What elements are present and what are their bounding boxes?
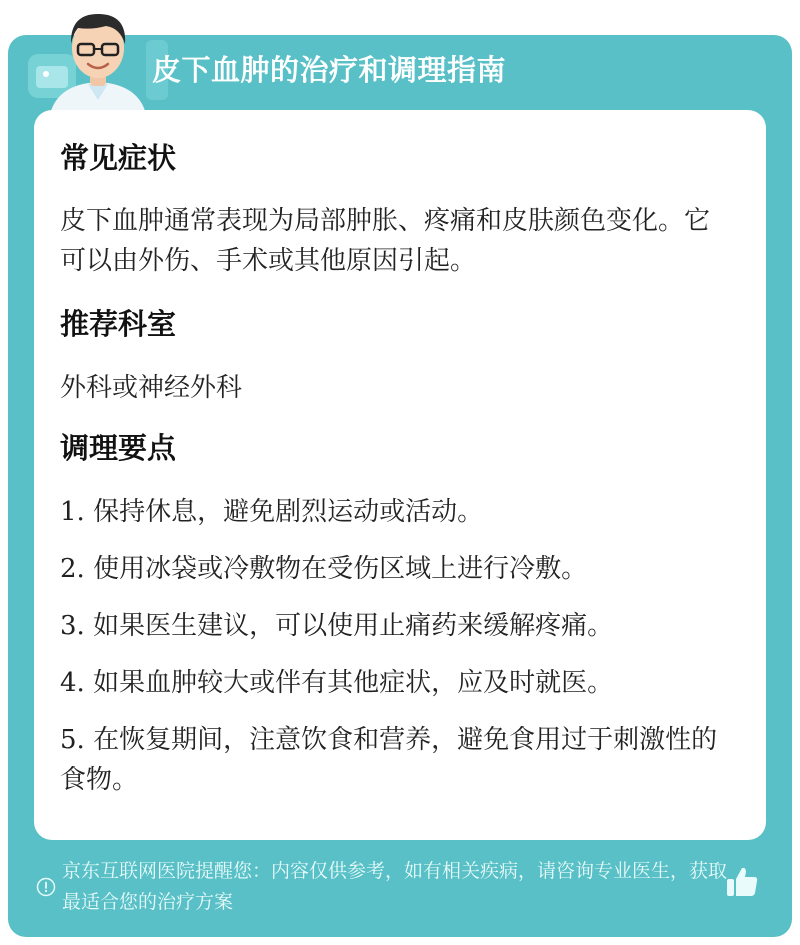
info-icon	[36, 877, 56, 897]
list-number: 5.	[60, 725, 85, 755]
department-text: 外科或神经外科	[60, 373, 243, 403]
disclaimer-text: 京东互联网医院提醒您：内容仅供参考，如有相关疾病，请咨询专业医生，获取最适合您的治疗方案	[62, 860, 728, 913]
list-item	[60, 720, 730, 800]
list-item	[60, 492, 730, 532]
list-text: 使用冰袋或冷敷物在受伤区域上进行冷敷。	[93, 554, 588, 584]
section-heading-symptoms: 常见症状	[60, 141, 177, 175]
list-text: 如果医生建议，可以使用止痛药来缓解疼痛。	[93, 611, 614, 641]
thumbs-up-icon[interactable]	[724, 864, 760, 900]
list-item	[60, 606, 730, 646]
section-heading-department: 推荐科室	[60, 307, 177, 341]
list-text: 如果血肿较大或伴有其他症状，应及时就医。	[93, 668, 614, 698]
list-text: 在恢复期间，注意饮食和营养，避免食用过于刺激性的食物。	[60, 725, 718, 795]
symptoms-text: 皮下血肿通常表现为局部肿胀、疼痛和皮肤颜色变化。它可以由外伤、手术或其他原因引起。	[60, 206, 711, 276]
list-number: 4.	[60, 668, 85, 698]
doctor-avatar-icon	[28, 4, 168, 114]
list-number: 3.	[60, 611, 85, 641]
page-title: 皮下血肿的治疗和调理指南	[152, 53, 507, 87]
list-item	[60, 663, 730, 703]
list-text: 保持休息，避免剧烈运动或活动。	[93, 497, 484, 527]
list-number: 2.	[60, 554, 85, 584]
list-item	[60, 549, 730, 589]
list-number: 1.	[60, 497, 85, 527]
content-card	[34, 110, 766, 840]
section-heading-care: 调理要点	[60, 431, 177, 465]
